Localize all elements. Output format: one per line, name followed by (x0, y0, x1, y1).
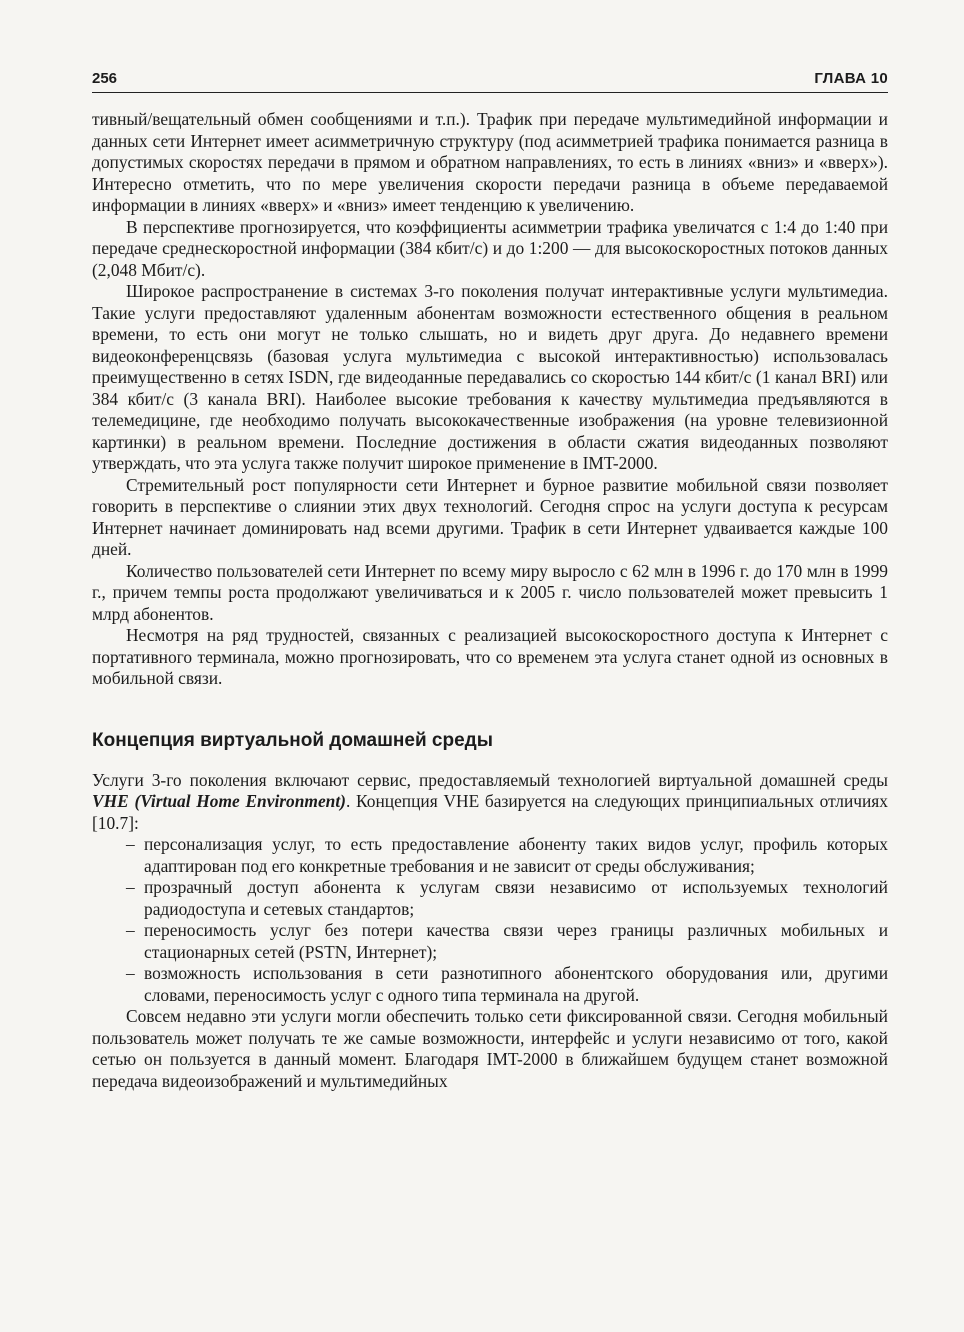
running-header (92, 64, 888, 93)
intro-text-start: Услуги 3-го поколения включают сервис, предоставляемый технологией виртуальной домашней среды (92, 769, 888, 790)
paragraph: тивный/вещательный обмен сообщениями и т.п.). Трафик при передаче мультимедийной информации и данных сети Интернет имеет асимметричную структуру (под асимметрией трафика понимается разница в допустимых скоростях передачи в прямом и обратном направлениях, то есть в линиях «вниз» и «вверх»). Интересно отметить, что по мере увеличения скорости передачи разница в объеме передаваемой информации в линиях «вверх» и «вниз» имеет тенденцию к увеличению. (92, 109, 888, 215)
intro-text-end: . Концепция VHE базируется на следующих принципиальных отличиях [10.7]: (92, 791, 888, 833)
section-intro (92, 770, 888, 835)
list-item (92, 963, 888, 1006)
list-item (92, 834, 888, 877)
principles-list (92, 834, 888, 1006)
section-heading: Концепция виртуальной домашней среды (92, 729, 493, 751)
list-item-text: персонализация услуг, то есть предоставление абоненту таких видов услуг, профиль которых адаптирован под его конкретные требования и не зависит от среды обслуживания; (144, 834, 888, 876)
chapter-title: ГЛАВА 10 (814, 70, 888, 87)
dash-marker: – (126, 920, 135, 940)
list-item-text: переносимость услуг без потери качества связи через границы различных мобильных и стационарных сетей (PSTN, Интернет); (144, 920, 888, 962)
paragraph: Стремительный рост популярности сети Интернет и бурное развитие мобильной связи позволяет говорить в перспективе о слиянии этих двух технологий. Сегодня спрос на услуги доступа к ресурсам Интернет начинает доминировать над всеми другими. Трафик в сети Интернет удваивается каждые 100 дней. (92, 474, 888, 559)
list-item (92, 877, 888, 920)
paragraph: Количество пользователей сети Интернет по всему миру выросло с 62 млн в 1996 г. до 170 млн в 1999 г., причем темпы роста продолжают увеличиваться и к 2005 г. число пользователей может превысить 1 млрд абонентов. (92, 560, 888, 624)
vhe-term: VHE (Virtual Home Environment) (92, 791, 346, 811)
page-body (92, 109, 888, 1092)
book-page (92, 64, 888, 1092)
dash-marker: – (126, 877, 135, 897)
page-number: 256 (92, 70, 118, 87)
dash-marker: – (126, 963, 135, 983)
paragraph: Широкое распространение в системах 3-го поколения получат интерактивные услуги мультимедиа. Такие услуги предоставляют удаленным абонентам возможности естественного общения в реальном времени, то есть они могут не только слышать, но и видеть друг друга. До недавнего времени видеоконференцсвязь (базовая услуга мультимедиа с высокой интерактивностью) использовалась преимущественно в сетях ISDN, где видеоданные передавались со скоростью 144 кбит/с (1 канал BRI) или 384 кбит/с (3 канала BRI). Наиболее высокие требования к качеству мультимедиа предъявляются в телемедицине, где необходимо получать высококачественные изображения (на уровне телевизионной картинки) в реальном времени. Последние достижения в области сжатия видеоданных позволяют утверждать, что эта услуга также получит широкое применение в IMT-2000. (92, 281, 888, 473)
list-item (92, 920, 888, 963)
paragraph: Совсем недавно эти услуги могли обеспечить только сети фиксированной связи. Сегодня мобильный пользователь может получать те же самые возможности, интерфейс и услуги независимо от того, какой сетью он пользуется в данный момент. Благодаря IMT-2000 в ближайшем будущем станет возможной передача видеоизображений и мультимедийных (92, 1006, 888, 1091)
paragraph: В перспективе прогнозируется, что коэффициенты асимметрии трафика увеличатся с 1:4 до 1:40 при передаче среднескоростной информации (384 кбит/с) и до 1:200 — для высокоскоростных потоков данных (2,048 Мбит/с). (92, 216, 888, 280)
list-item-text: возможность использования в сети разнотипного абонентского оборудования или, другими словами, переносимость услуг с одного типа терминала на другой. (144, 963, 888, 1005)
list-item-text: прозрачный доступ абонента к услугам связи независимо от используемых технологий радиодоступа и сетевых стандартов; (144, 877, 888, 919)
dash-marker: – (126, 834, 135, 854)
paragraph: Несмотря на ряд трудностей, связанных с реализацией высокоскоростного доступа к Интернет с портативного терминала, можно прогнозировать, что со временем эта услуга станет одной из основных в мобильной связи. (92, 625, 888, 688)
